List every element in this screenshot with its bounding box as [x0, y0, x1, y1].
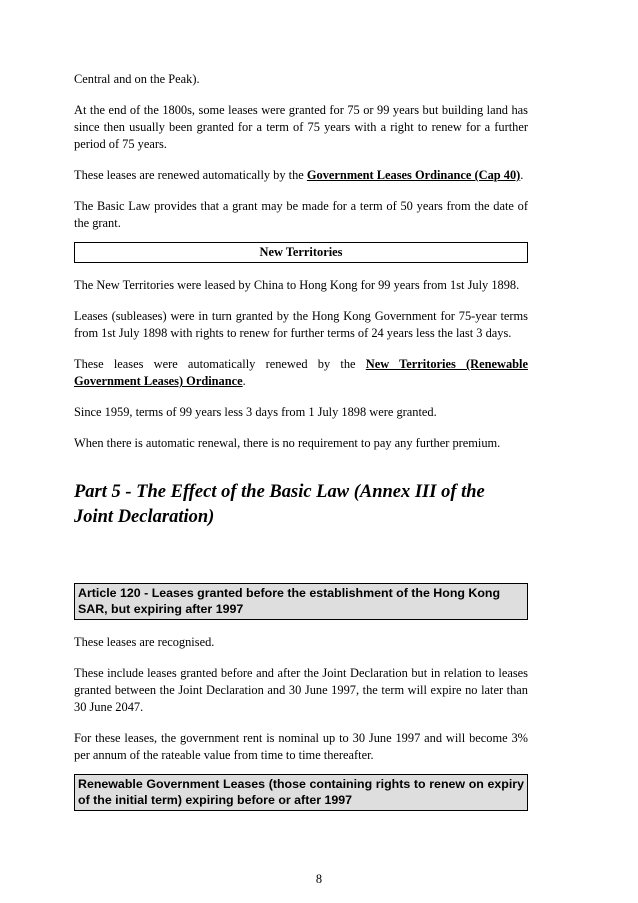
paragraph: Leases (subleases) were in turn granted by the Hong Kong Government for 75-year terms from 1st July 1898 with rights to renew for further terms of 24 years less the last 3 days. [74, 309, 528, 340]
paragraph: The New Territories were leased by China to Hong Kong for 99 years from 1st July 1898. [74, 278, 520, 292]
paragraph-text: These leases were automatically renewed by the [74, 357, 366, 371]
paragraph-text: . [520, 168, 524, 182]
paragraph: Central and on the Peak). [74, 72, 200, 86]
paragraph [74, 356, 528, 390]
part-heading: Part 5 - The Effect of the Basic Law (Annex III of the Joint Declaration) [74, 482, 485, 527]
paragraph: When there is automatic renewal, there is no requirement to pay any further premium. [74, 436, 501, 450]
paragraph [74, 167, 528, 184]
document-body [74, 71, 528, 811]
paragraph-text: These leases are renewed automatically by the [74, 168, 307, 182]
paragraph: Since 1959, terms of 99 years less 3 days from 1 July 1898 were granted. [74, 405, 437, 419]
ordinance-reference: New Territories (Renewable Government Leases) Ordinance [74, 357, 528, 388]
page-number: 8 [315, 872, 323, 886]
paragraph: These include leases granted before and after the Joint Declaration but in relation to leases granted between the Joint Declaration and 30 June 1997, the term will expire no later than 30 June 2047. [74, 666, 528, 714]
section-heading: New Territories [259, 245, 343, 259]
paragraph-text: . [242, 374, 246, 388]
paragraph: These leases are recognised. [74, 635, 215, 649]
paragraph: At the end of the 1800s, some leases were granted for 75 or 99 years but building land has since then usually been granted for a term of 75 years with a right to renew for a further period of 75 years. [74, 103, 528, 151]
paragraph: For these leases, the government rent is nominal up to 30 June 1997 and will become 3% per annum of the rateable value from time to time thereafter. [74, 731, 528, 762]
section-heading-box [74, 242, 528, 263]
ordinance-reference: Government Leases Ordinance (Cap 40) [306, 168, 521, 182]
renewable-leases-heading-box: Renewable Government Leases (those containing rights to renew on expiry of the initial term) expiring before or after 1997 [74, 774, 528, 811]
article-heading-box: Article 120 - Leases granted before the establishment of the Hong Kong SAR, but expiring after 1997 [74, 583, 528, 620]
paragraph: The Basic Law provides that a grant may be made for a term of 50 years from the date of the grant. [74, 199, 528, 230]
